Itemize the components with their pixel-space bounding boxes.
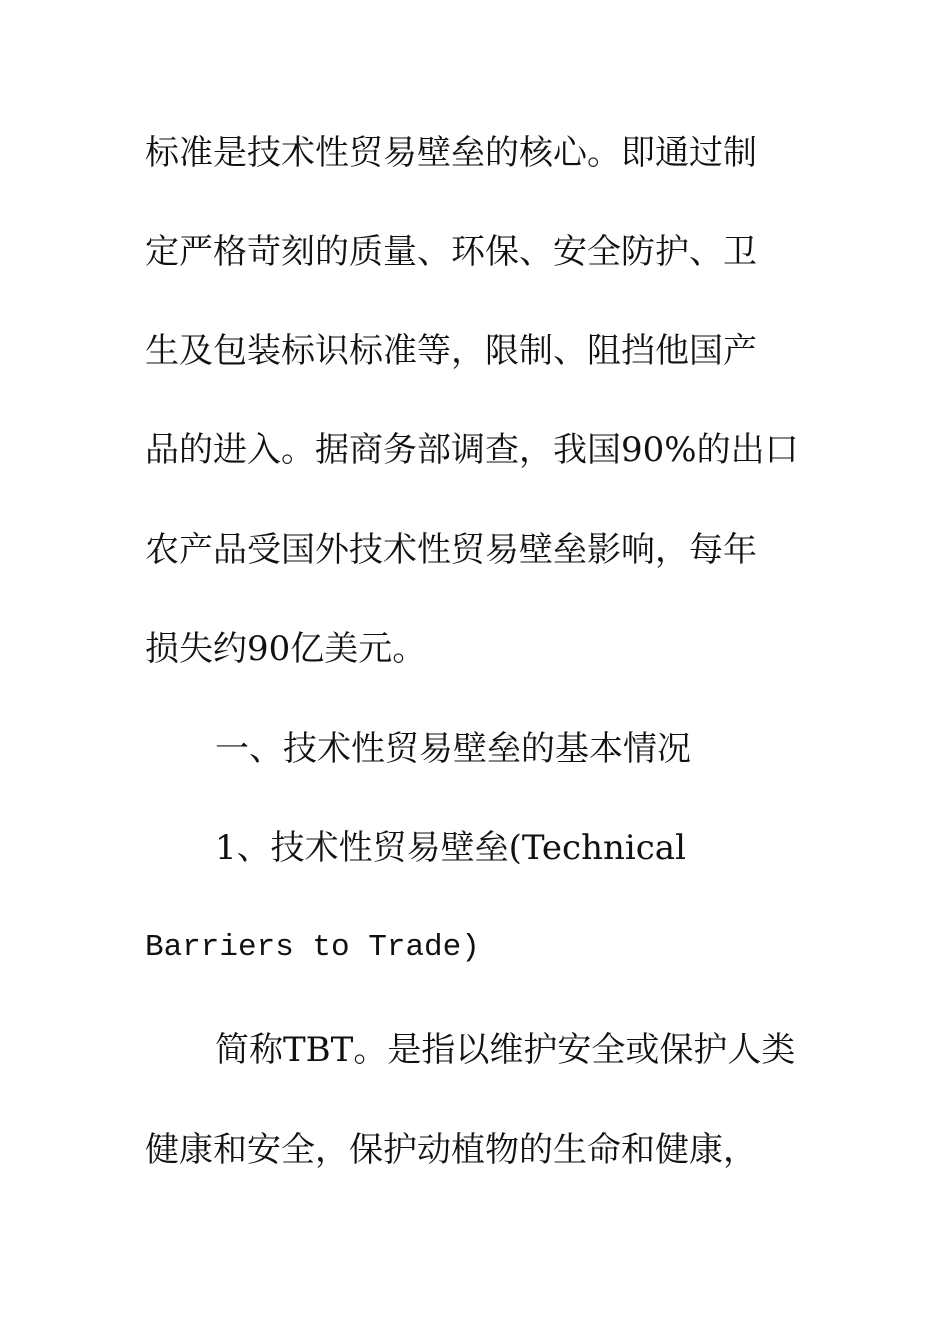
paragraph-line: 农产品受国外技术性贸易壁垒影响，每年 <box>145 530 757 570</box>
paragraph-line: 标准是技术性贸易壁垒的核心。即通过制 <box>145 133 757 173</box>
subsection-heading-continued: Barriers to Trade) <box>145 930 480 965</box>
paragraph-line: 健康和安全，保护动植物的生命和健康， <box>145 1130 757 1170</box>
paragraph-line: 定严格苛刻的质量、环保、安全防护、卫 <box>145 232 757 272</box>
subsection-heading: 1、技术性贸易壁垒(Technical <box>215 828 686 868</box>
paragraph-line: 简称TBT。是指以维护安全或保护人类 <box>215 1030 796 1070</box>
paragraph-line: 生及包装标识标准等，限制、阻挡他国产 <box>145 331 757 371</box>
paragraph-line: 损失约90亿美元。 <box>145 629 427 669</box>
section-heading: 一、技术性贸易壁垒的基本情况 <box>215 729 691 769</box>
paragraph-line: 品的进入。据商务部调查，我国90%的出口 <box>145 430 799 470</box>
